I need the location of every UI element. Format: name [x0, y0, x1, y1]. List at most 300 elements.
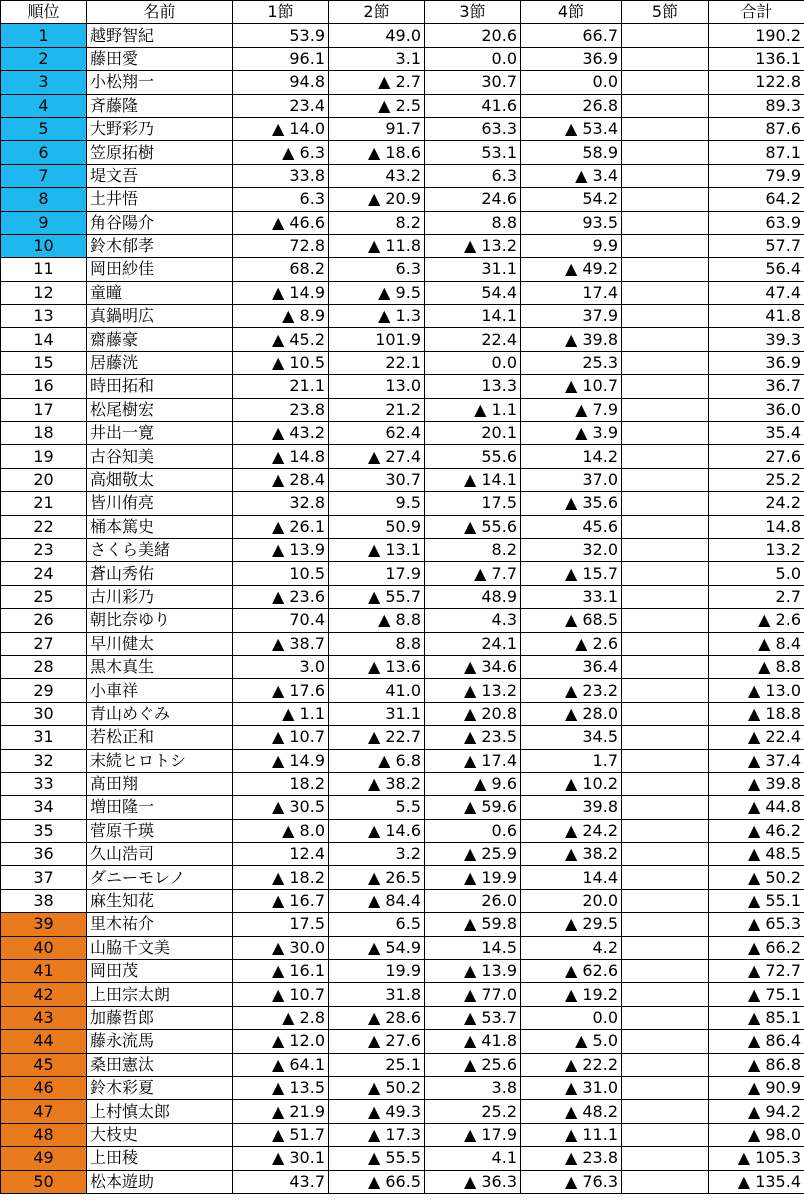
section-3-cell: ▲ 23.5	[425, 726, 521, 749]
section-1-cell: ▲ 26.1	[233, 515, 329, 538]
table-row	[1, 632, 804, 655]
rank-cell: 8	[1, 188, 87, 211]
section-5-cell	[622, 936, 709, 959]
rank-cell: 49	[1, 1147, 87, 1170]
section-3-cell: 31.1	[425, 258, 521, 281]
total-cell: ▲ 44.8	[709, 796, 804, 819]
section-5-cell	[622, 281, 709, 304]
section-3-cell: ▲ 34.6	[425, 655, 521, 678]
section-4-cell: ▲ 62.6	[521, 960, 622, 983]
section-2-cell: 6.3	[329, 258, 425, 281]
rank-cell: 48	[1, 1123, 87, 1146]
section-2-cell: 6.5	[329, 913, 425, 936]
section-4-cell: 32.0	[521, 538, 622, 561]
section-4-cell: ▲ 5.0	[521, 1030, 622, 1053]
section-1-cell: 21.1	[233, 375, 329, 398]
section-5-cell	[622, 772, 709, 795]
name-cell: 山脇千文美	[87, 936, 233, 959]
rank-cell: 41	[1, 960, 87, 983]
section-5-cell	[622, 913, 709, 936]
section-5-cell	[622, 258, 709, 281]
total-cell: ▲ 39.8	[709, 772, 804, 795]
rank-cell: 17	[1, 398, 87, 421]
table-row	[1, 422, 804, 445]
name-cell: 黒木真生	[87, 655, 233, 678]
header-total: 合計	[709, 1, 804, 24]
section-5-cell	[622, 843, 709, 866]
section-1-cell: 68.2	[233, 258, 329, 281]
rank-cell: 25	[1, 585, 87, 608]
section-4-cell: 20.0	[521, 889, 622, 912]
rank-cell: 21	[1, 492, 87, 515]
name-cell: 青山めぐみ	[87, 702, 233, 725]
section-3-cell: ▲ 14.1	[425, 468, 521, 491]
total-cell: 79.9	[709, 164, 804, 187]
table-row	[1, 1123, 804, 1146]
section-4-cell: ▲ 53.4	[521, 117, 622, 140]
table-row	[1, 655, 804, 678]
table-row	[1, 866, 804, 889]
section-3-cell: 0.0	[425, 351, 521, 374]
section-4-cell: 4.2	[521, 936, 622, 959]
section-2-cell: 3.1	[329, 47, 425, 70]
table-row	[1, 468, 804, 491]
rank-cell: 37	[1, 866, 87, 889]
total-cell: 2.7	[709, 585, 804, 608]
total-cell: 47.4	[709, 281, 804, 304]
section-3-cell: ▲ 20.8	[425, 702, 521, 725]
total-cell: ▲ 8.4	[709, 632, 804, 655]
section-3-cell: 48.9	[425, 585, 521, 608]
name-cell: 皆川侑亮	[87, 492, 233, 515]
section-5-cell	[622, 468, 709, 491]
section-1-cell: 23.4	[233, 94, 329, 117]
rank-cell: 6	[1, 141, 87, 164]
table-row	[1, 375, 804, 398]
section-4-cell: 25.3	[521, 351, 622, 374]
section-2-cell: 22.1	[329, 351, 425, 374]
name-cell: 早川健太	[87, 632, 233, 655]
section-5-cell	[622, 562, 709, 585]
rank-cell: 26	[1, 609, 87, 632]
section-2-cell: ▲ 66.5	[329, 1170, 425, 1193]
name-cell: 越野智紀	[87, 24, 233, 47]
rank-cell: 19	[1, 445, 87, 468]
table-row	[1, 749, 804, 772]
section-3-cell: 8.2	[425, 538, 521, 561]
table-row	[1, 71, 804, 94]
total-cell: 13.2	[709, 538, 804, 561]
rank-cell: 38	[1, 889, 87, 912]
section-3-cell: ▲ 9.6	[425, 772, 521, 795]
name-cell: 笠原拓樹	[87, 141, 233, 164]
section-4-cell: 14.4	[521, 866, 622, 889]
section-3-cell: 13.3	[425, 375, 521, 398]
section-4-cell: ▲ 68.5	[521, 609, 622, 632]
rank-cell: 18	[1, 422, 87, 445]
section-2-cell: ▲ 55.5	[329, 1147, 425, 1170]
section-2-cell: 8.2	[329, 211, 425, 234]
rank-cell: 23	[1, 538, 87, 561]
total-cell: ▲ 98.0	[709, 1123, 804, 1146]
section-3-cell: 55.6	[425, 445, 521, 468]
section-5-cell	[622, 538, 709, 561]
name-cell: 岡田茂	[87, 960, 233, 983]
header-section-1: 1節	[233, 1, 329, 24]
section-1-cell: ▲ 1.1	[233, 702, 329, 725]
section-5-cell	[622, 655, 709, 678]
section-4-cell: ▲ 31.0	[521, 1076, 622, 1099]
section-1-cell: ▲ 30.0	[233, 936, 329, 959]
total-cell: 57.7	[709, 234, 804, 257]
section-2-cell: 41.0	[329, 679, 425, 702]
total-cell: 25.2	[709, 468, 804, 491]
name-cell: 古川彩乃	[87, 585, 233, 608]
section-5-cell	[622, 305, 709, 328]
table-row	[1, 609, 804, 632]
section-3-cell: ▲ 1.1	[425, 398, 521, 421]
rank-cell: 2	[1, 47, 87, 70]
rank-cell: 40	[1, 936, 87, 959]
section-3-cell: 20.6	[425, 24, 521, 47]
name-cell: 上田宗太朗	[87, 983, 233, 1006]
name-cell: 久山浩司	[87, 843, 233, 866]
name-cell: 小松翔一	[87, 71, 233, 94]
section-5-cell	[622, 94, 709, 117]
section-4-cell: ▲ 15.7	[521, 562, 622, 585]
section-4-cell: ▲ 23.8	[521, 1147, 622, 1170]
total-cell: ▲ 50.2	[709, 866, 804, 889]
header-section-5: 5節	[622, 1, 709, 24]
section-5-cell	[622, 796, 709, 819]
table-row	[1, 772, 804, 795]
table-row	[1, 492, 804, 515]
section-5-cell	[622, 188, 709, 211]
section-4-cell: ▲ 49.2	[521, 258, 622, 281]
total-cell: 27.6	[709, 445, 804, 468]
rank-cell: 5	[1, 117, 87, 140]
section-2-cell: ▲ 27.6	[329, 1030, 425, 1053]
total-cell: ▲ 85.1	[709, 1006, 804, 1029]
rank-cell: 47	[1, 1100, 87, 1123]
section-2-cell: ▲ 18.6	[329, 141, 425, 164]
section-3-cell: ▲ 41.8	[425, 1030, 521, 1053]
total-cell: ▲ 48.5	[709, 843, 804, 866]
section-3-cell: 0.6	[425, 819, 521, 842]
total-cell: ▲ 86.8	[709, 1053, 804, 1076]
section-5-cell	[622, 234, 709, 257]
section-3-cell: 6.3	[425, 164, 521, 187]
section-3-cell: 54.4	[425, 281, 521, 304]
table-row	[1, 351, 804, 374]
table-row	[1, 188, 804, 211]
total-cell: 41.8	[709, 305, 804, 328]
section-4-cell: 37.0	[521, 468, 622, 491]
name-cell: 高畑敬太	[87, 468, 233, 491]
name-cell: 岡田紗佳	[87, 258, 233, 281]
total-cell: 56.4	[709, 258, 804, 281]
total-cell: ▲ 55.1	[709, 889, 804, 912]
table-row	[1, 726, 804, 749]
table-row	[1, 936, 804, 959]
section-2-cell: 50.9	[329, 515, 425, 538]
rank-cell: 33	[1, 772, 87, 795]
name-cell: 松尾樹宏	[87, 398, 233, 421]
section-4-cell: ▲ 39.8	[521, 328, 622, 351]
total-cell: ▲ 90.9	[709, 1076, 804, 1099]
section-1-cell: ▲ 8.9	[233, 305, 329, 328]
section-5-cell	[622, 983, 709, 1006]
section-3-cell: 24.1	[425, 632, 521, 655]
rank-cell: 32	[1, 749, 87, 772]
rank-cell: 1	[1, 24, 87, 47]
rank-cell: 7	[1, 164, 87, 187]
section-4-cell: ▲ 7.9	[521, 398, 622, 421]
section-1-cell: ▲ 43.2	[233, 422, 329, 445]
section-2-cell: 8.8	[329, 632, 425, 655]
section-5-cell	[622, 960, 709, 983]
section-1-cell: ▲ 14.9	[233, 281, 329, 304]
header-section-2: 2節	[329, 1, 425, 24]
name-cell: 藤永流馬	[87, 1030, 233, 1053]
section-2-cell: ▲ 13.1	[329, 538, 425, 561]
section-2-cell: 19.9	[329, 960, 425, 983]
rank-cell: 12	[1, 281, 87, 304]
section-1-cell: ▲ 18.2	[233, 866, 329, 889]
total-cell: 14.8	[709, 515, 804, 538]
section-3-cell: 14.5	[425, 936, 521, 959]
section-3-cell: ▲ 53.7	[425, 1006, 521, 1029]
section-1-cell: ▲ 46.6	[233, 211, 329, 234]
section-4-cell: 9.9	[521, 234, 622, 257]
section-1-cell: ▲ 6.3	[233, 141, 329, 164]
table-row	[1, 328, 804, 351]
header-section-4: 4節	[521, 1, 622, 24]
section-3-cell: ▲ 13.2	[425, 234, 521, 257]
section-4-cell: ▲ 11.1	[521, 1123, 622, 1146]
total-cell: 87.6	[709, 117, 804, 140]
section-2-cell: ▲ 8.8	[329, 609, 425, 632]
table-row	[1, 234, 804, 257]
section-2-cell: ▲ 38.2	[329, 772, 425, 795]
header-name: 名前	[87, 1, 233, 24]
section-2-cell: ▲ 6.8	[329, 749, 425, 772]
rank-cell: 42	[1, 983, 87, 1006]
name-cell: 小車祥	[87, 679, 233, 702]
section-1-cell: ▲ 10.5	[233, 351, 329, 374]
section-3-cell: ▲ 13.2	[425, 679, 521, 702]
total-cell: 5.0	[709, 562, 804, 585]
header-row	[1, 1, 804, 24]
table-row	[1, 117, 804, 140]
total-cell: 39.3	[709, 328, 804, 351]
rank-cell: 14	[1, 328, 87, 351]
total-cell: ▲ 66.2	[709, 936, 804, 959]
section-4-cell: 14.2	[521, 445, 622, 468]
section-1-cell: ▲ 38.7	[233, 632, 329, 655]
total-cell: ▲ 8.8	[709, 655, 804, 678]
section-1-cell: ▲ 14.9	[233, 749, 329, 772]
section-4-cell: ▲ 22.2	[521, 1053, 622, 1076]
section-1-cell: 96.1	[233, 47, 329, 70]
section-5-cell	[622, 47, 709, 70]
section-1-cell: 43.7	[233, 1170, 329, 1193]
section-2-cell: 31.8	[329, 983, 425, 1006]
section-3-cell: 24.6	[425, 188, 521, 211]
total-cell: 36.9	[709, 351, 804, 374]
section-5-cell	[622, 702, 709, 725]
section-4-cell: 93.5	[521, 211, 622, 234]
section-2-cell: ▲ 54.9	[329, 936, 425, 959]
section-5-cell	[622, 585, 709, 608]
section-1-cell: ▲ 10.7	[233, 983, 329, 1006]
table-row	[1, 398, 804, 421]
section-1-cell: 12.4	[233, 843, 329, 866]
section-3-cell: 4.1	[425, 1147, 521, 1170]
section-2-cell: ▲ 14.6	[329, 819, 425, 842]
section-3-cell: ▲ 19.9	[425, 866, 521, 889]
section-1-cell: ▲ 30.5	[233, 796, 329, 819]
rank-cell: 50	[1, 1170, 87, 1193]
total-cell: ▲ 135.4	[709, 1170, 804, 1193]
section-1-cell: 6.3	[233, 188, 329, 211]
name-cell: 居藤洸	[87, 351, 233, 374]
section-5-cell	[622, 141, 709, 164]
section-2-cell: ▲ 26.5	[329, 866, 425, 889]
rank-cell: 15	[1, 351, 87, 374]
table-row	[1, 585, 804, 608]
section-2-cell: 101.9	[329, 328, 425, 351]
total-cell: ▲ 13.0	[709, 679, 804, 702]
rank-cell: 35	[1, 819, 87, 842]
table-row	[1, 305, 804, 328]
total-cell: 89.3	[709, 94, 804, 117]
section-4-cell: 26.8	[521, 94, 622, 117]
section-5-cell	[622, 1123, 709, 1146]
rank-cell: 43	[1, 1006, 87, 1029]
table-row	[1, 515, 804, 538]
section-1-cell: ▲ 28.4	[233, 468, 329, 491]
total-cell: 122.8	[709, 71, 804, 94]
section-1-cell: ▲ 13.9	[233, 538, 329, 561]
section-3-cell: 3.8	[425, 1076, 521, 1099]
section-1-cell: 94.8	[233, 71, 329, 94]
total-cell: 63.9	[709, 211, 804, 234]
rank-cell: 34	[1, 796, 87, 819]
section-5-cell	[622, 24, 709, 47]
table-row	[1, 281, 804, 304]
table-row	[1, 562, 804, 585]
total-cell: ▲ 2.6	[709, 609, 804, 632]
section-3-cell: 14.1	[425, 305, 521, 328]
section-3-cell: ▲ 77.0	[425, 983, 521, 1006]
section-4-cell: ▲ 24.2	[521, 819, 622, 842]
section-5-cell	[622, 117, 709, 140]
table-row	[1, 679, 804, 702]
section-5-cell	[622, 211, 709, 234]
name-cell: 真鍋明広	[87, 305, 233, 328]
rank-cell: 45	[1, 1053, 87, 1076]
table-row	[1, 983, 804, 1006]
rank-cell: 44	[1, 1030, 87, 1053]
section-3-cell: ▲ 17.9	[425, 1123, 521, 1146]
table-row	[1, 913, 804, 936]
table-row	[1, 164, 804, 187]
table-row	[1, 843, 804, 866]
section-1-cell: ▲ 23.6	[233, 585, 329, 608]
section-1-cell: ▲ 14.8	[233, 445, 329, 468]
name-cell: 桶本篤史	[87, 515, 233, 538]
name-cell: 増田隆一	[87, 796, 233, 819]
section-2-cell: ▲ 28.6	[329, 1006, 425, 1029]
section-4-cell: 17.4	[521, 281, 622, 304]
section-5-cell	[622, 632, 709, 655]
section-1-cell: 3.0	[233, 655, 329, 678]
name-cell: 井出一寛	[87, 422, 233, 445]
name-cell: 土井悟	[87, 188, 233, 211]
section-1-cell: ▲ 12.0	[233, 1030, 329, 1053]
section-2-cell: ▲ 2.7	[329, 71, 425, 94]
rank-cell: 16	[1, 375, 87, 398]
name-cell: 鈴木郁孝	[87, 234, 233, 257]
total-cell: ▲ 86.4	[709, 1030, 804, 1053]
total-cell: 136.1	[709, 47, 804, 70]
header-section-3: 3節	[425, 1, 521, 24]
table-row	[1, 889, 804, 912]
section-5-cell	[622, 71, 709, 94]
name-cell: 里木祐介	[87, 913, 233, 936]
total-cell: ▲ 72.7	[709, 960, 804, 983]
section-2-cell: 21.2	[329, 398, 425, 421]
section-3-cell: 63.3	[425, 117, 521, 140]
name-cell: 古谷知美	[87, 445, 233, 468]
section-1-cell: 18.2	[233, 772, 329, 795]
section-5-cell	[622, 1076, 709, 1099]
section-5-cell	[622, 1006, 709, 1029]
section-5-cell	[622, 515, 709, 538]
section-1-cell: ▲ 16.7	[233, 889, 329, 912]
table-row	[1, 445, 804, 468]
section-1-cell: ▲ 21.9	[233, 1100, 329, 1123]
section-2-cell: 30.7	[329, 468, 425, 491]
name-cell: 松本遊助	[87, 1170, 233, 1193]
section-4-cell: 58.9	[521, 141, 622, 164]
rank-cell: 28	[1, 655, 87, 678]
section-4-cell: ▲ 38.2	[521, 843, 622, 866]
total-cell: ▲ 22.4	[709, 726, 804, 749]
section-4-cell: 66.7	[521, 24, 622, 47]
section-3-cell: 53.1	[425, 141, 521, 164]
table-row	[1, 258, 804, 281]
rank-cell: 4	[1, 94, 87, 117]
section-5-cell	[622, 1030, 709, 1053]
section-2-cell: 49.0	[329, 24, 425, 47]
section-2-cell: 31.1	[329, 702, 425, 725]
total-cell: ▲ 65.3	[709, 913, 804, 936]
section-4-cell: 37.9	[521, 305, 622, 328]
section-1-cell: 17.5	[233, 913, 329, 936]
section-5-cell	[622, 609, 709, 632]
section-4-cell: ▲ 10.7	[521, 375, 622, 398]
section-5-cell	[622, 1147, 709, 1170]
total-cell: ▲ 18.8	[709, 702, 804, 725]
section-5-cell	[622, 328, 709, 351]
section-1-cell: ▲ 16.1	[233, 960, 329, 983]
section-3-cell: 0.0	[425, 47, 521, 70]
table-row	[1, 1053, 804, 1076]
section-1-cell: 10.5	[233, 562, 329, 585]
name-cell: 蒼山秀佑	[87, 562, 233, 585]
